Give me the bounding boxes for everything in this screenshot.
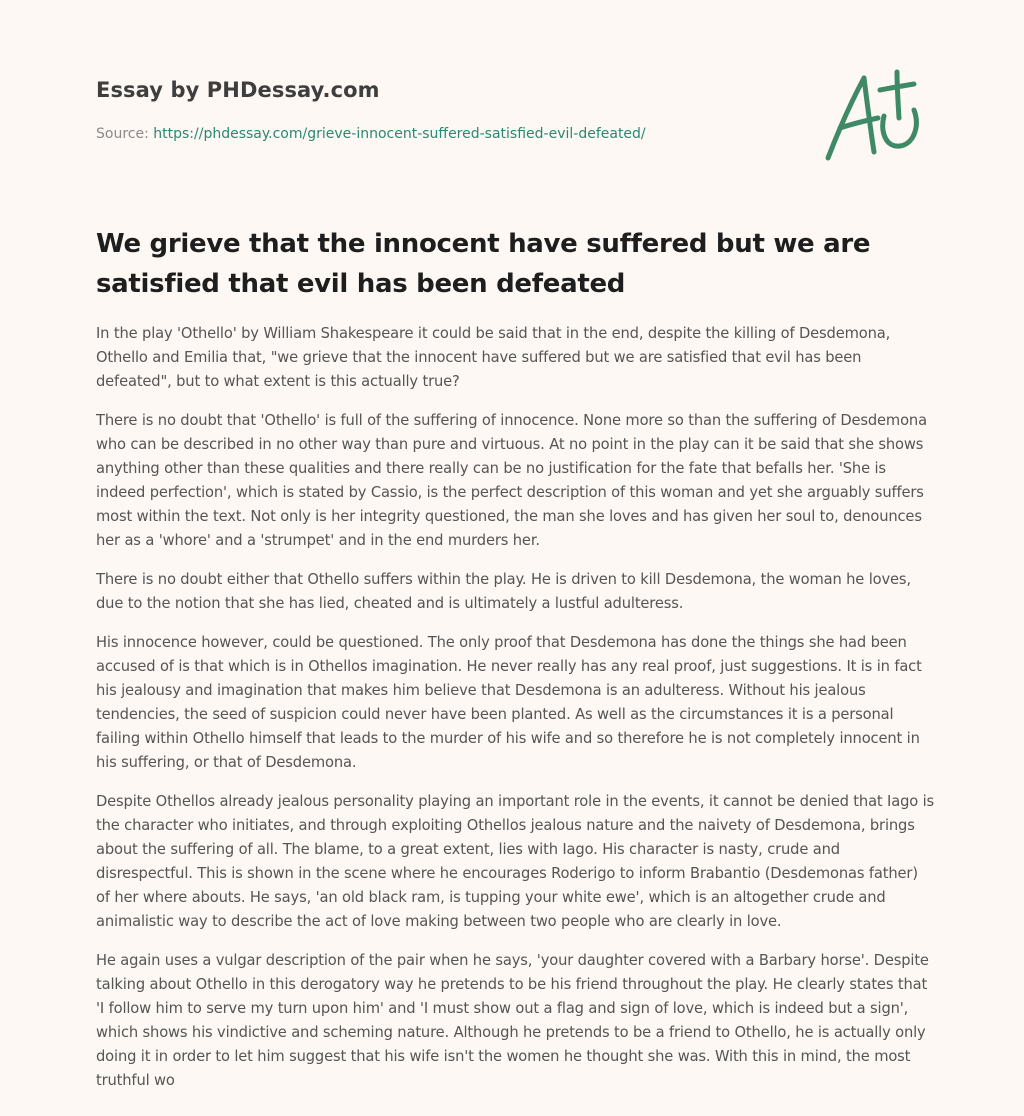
page-header [96, 76, 796, 144]
essay-body [96, 322, 936, 1108]
source-link[interactable]: https://phdessay.com/grieve-innocent-suffered-satisfied-evil-defeated/ [153, 126, 646, 142]
source-line [96, 124, 796, 144]
brand-title: Essay by PHDessay.com [96, 78, 380, 102]
essay-paragraph: There is no doubt that 'Othello' is full of the suffering of innocence. None more so than the suffering of Desdemona who can be described in no other way than pure and virtuous. At no point in the play can it be said that she shows anything other than these qualities and there really can be no justification for the fate that befalls her. 'She is indeed perfection', which is stated by Cassio, is the perfect description of this woman and yet she arguably suffers most within the text. Not only is her integrity questioned, the man she loves and has given her soul to, denounces her as a 'whore' and a 'strumpet' and in the end murders her. [96, 412, 927, 549]
source-label: Source: [96, 126, 149, 142]
essay-paragraph: His innocence however, could be questioned. The only proof that Desdemona has done the things she had been accused of is that which is in Othellos imagination. He never really has any real proof, just suggestions. It is in fact his jealousy and imagination that makes him believe that Desdemona is an adulteress. Without his jealous tendencies, the seed of suspicion could never have been planted. As well as the circumstances it is a personal failing within Othello himself that leads to the murder of his wife and so therefore he is not completely innocent in his suffering, or that of Desdemona. [96, 634, 922, 771]
essay-title: We grieve that the innocent have suffered but we are satisfied that evil has been defeated [96, 229, 871, 299]
essay-paragraph: Despite Othellos already jealous personality playing an important role in the events, it cannot be denied that Iago is the character who initiates, and through exploiting Othellos jealous nature and the naivety of Desdemona, brings about the suffering of all. The blame, to a great extent, lies with Iago. His character is nasty, crude and disrespectful. This is shown in the scene where he encourages Roderigo to inform Brabantio (Desdemonas father) of her where abouts. He says, 'an old black ram, is tupping your white ewe', which is an altogether crude and animalistic way to describe the act of love making between two people who are clearly in love. [96, 793, 935, 930]
a-plus-grade-logo-icon [820, 66, 928, 166]
essay-paragraph: There is no doubt either that Othello suffers within the play. He is driven to kill Desdemona, the woman he loves, due to the notion that she has lied, cheated and is ultimately a lustful adulteress. [96, 571, 911, 612]
a-plus-logo-svg [820, 66, 928, 166]
essay-paragraph: He again uses a vulgar description of the pair when he says, 'your daughter covered with a Barbary horse'. Despite talking about Othello in this derogatory way he pretends to be his friend throughout the play. He clearly states that 'I follow him to serve my turn upon him' and 'I must show out a flag and sign of love, which is indeed but a sign', which shows his vindictive and scheming nature. Although he pretends to be a friend to Othello, he is actually only doing it in order to let him suggest that his wife isn't the women he thought she was. With this in mind, the most truthful wo [96, 952, 929, 1089]
essay-paragraph: In the play 'Othello' by William Shakespeare it could be said that in the end, despite the killing of Desdemona, Othello and Emilia that, "we grieve that the innocent have suffered but we are satisfied that evil has been defeated", but to what extent is this actually true? [96, 325, 891, 390]
